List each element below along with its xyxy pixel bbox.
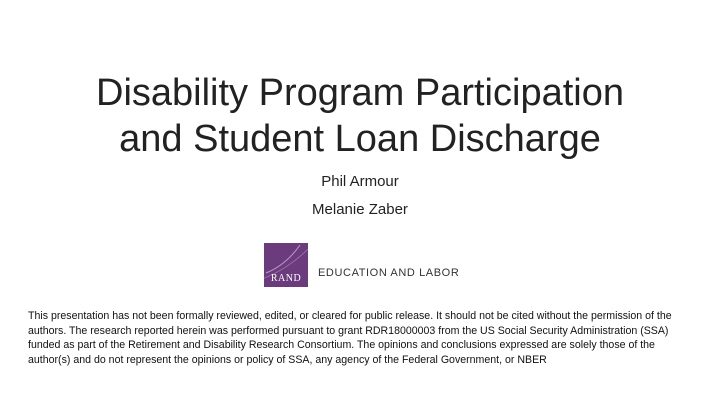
logo-mark-text: RAND xyxy=(270,273,302,284)
rand-logo-mark xyxy=(264,243,308,287)
slide-title xyxy=(40,70,680,162)
author-name: Melanie Zaber xyxy=(312,201,408,218)
author-name: Phil Armour xyxy=(321,173,399,190)
disclaimer-text: This presentation has not been formally reviewed, edited, or cleared for public release. It should not be cited without the permission of the authors. The research reported herein was performed pursuant to grant RDR18000003 from the US Social Security Administration (SSA) funded as part of the Retirement and Disability Research Consortium. The opinions and conclusions expressed are solely those of the author(s) and do not represent the opinions or policy of SSA, any agency of the Federal Government, or NBER xyxy=(28,310,672,366)
logo-division-text: EDUCATION AND LABOR xyxy=(318,267,460,279)
rand-logo xyxy=(264,243,459,287)
title-line-2: and Student Loan Discharge xyxy=(119,118,601,160)
title-line-1: Disability Program Participation xyxy=(96,72,624,114)
